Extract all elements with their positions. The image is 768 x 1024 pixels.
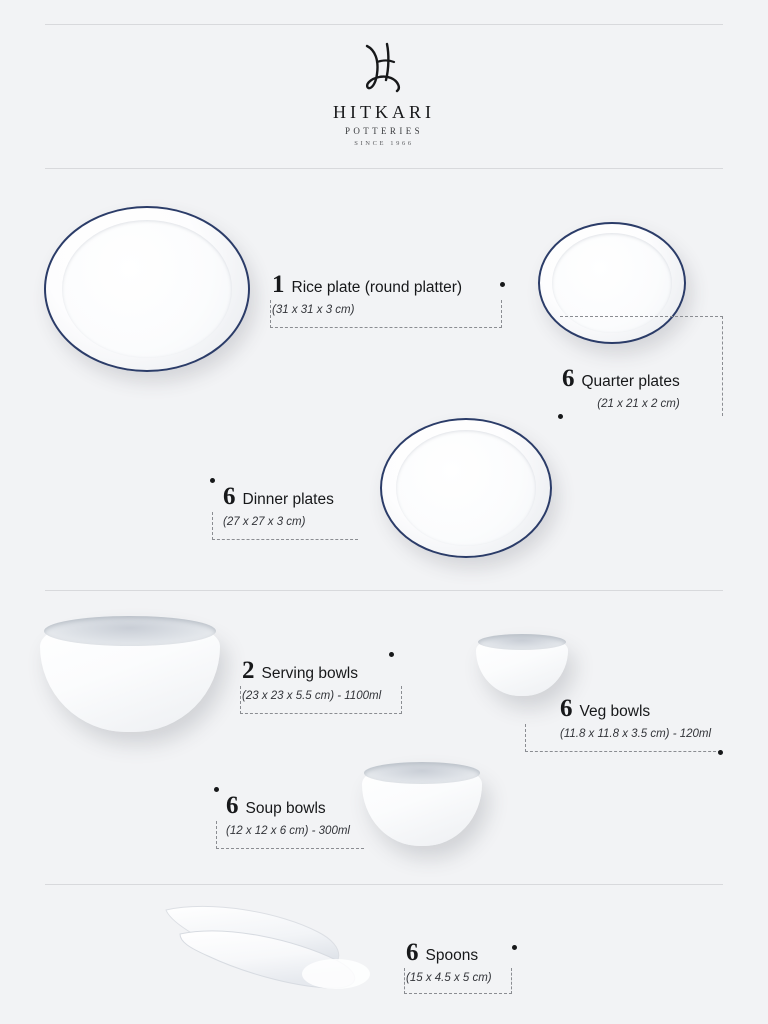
brand-subtitle: POTTERIES bbox=[344, 126, 424, 136]
rice-plate-name: Rice plate (round platter) bbox=[291, 279, 463, 296]
serving-bowls-bracket bbox=[240, 686, 402, 714]
rice-plate-bracket-left bbox=[270, 300, 271, 328]
soup-bowl-image bbox=[362, 762, 482, 846]
serving-bowls-bracket-left bbox=[240, 686, 241, 714]
divider-bowls bbox=[45, 590, 723, 591]
soup-bowls-qty: 6 bbox=[226, 792, 239, 819]
divider-spoons bbox=[45, 884, 723, 885]
dinner-plates-name: Dinner plates bbox=[242, 491, 334, 508]
soup-bowls-name: Soup bowls bbox=[245, 800, 326, 817]
rice-plate-dot bbox=[500, 282, 505, 287]
veg-bowls-name: Veg bowls bbox=[579, 703, 651, 720]
soup-bowls-bracket bbox=[216, 821, 364, 849]
veg-bowl-interior bbox=[478, 634, 566, 650]
rice-plate-bracket bbox=[270, 300, 502, 328]
brand-since: SINCE 1966 bbox=[354, 140, 414, 147]
serving-bowls-name: Serving bowls bbox=[261, 665, 358, 682]
veg-bowls-dims: (11.8 x 11.8 x 3.5 cm) - 120ml bbox=[560, 728, 712, 740]
brand-name: HITKARI bbox=[333, 102, 435, 122]
spoons-bracket bbox=[404, 968, 512, 994]
soup-bowls-dot bbox=[214, 787, 219, 792]
quarter-plates-name: Quarter plates bbox=[581, 373, 680, 390]
rice-plate-well bbox=[62, 220, 232, 358]
spoons-bracket-left bbox=[404, 968, 405, 994]
dinner-plates-qty: 6 bbox=[223, 483, 236, 510]
dinner-plates-dot bbox=[210, 478, 215, 483]
quarter-plates-dims: (21 x 21 x 2 cm) bbox=[597, 398, 680, 410]
serving-bowls-qty: 2 bbox=[242, 657, 255, 684]
dinner-plates-bracket bbox=[212, 512, 358, 540]
quarter-plates-qty: 6 bbox=[562, 365, 575, 392]
divider-header-bottom bbox=[45, 168, 723, 169]
spoons-dims: (15 x 4.5 x 5 cm) bbox=[406, 972, 492, 984]
brand-block bbox=[0, 36, 768, 147]
veg-bowls-dot bbox=[718, 750, 723, 755]
divider-top bbox=[45, 24, 723, 25]
spoons-qty: 6 bbox=[406, 939, 419, 966]
dinner-plates-dims: (27 x 27 x 3 cm) bbox=[223, 516, 306, 528]
serving-bowl-image bbox=[40, 616, 220, 732]
serving-bowl-interior bbox=[44, 616, 217, 646]
serving-bowls-dims: (23 x 23 x 5.5 cm) - 1100ml bbox=[242, 690, 382, 702]
quarter-plates-bracket bbox=[560, 316, 723, 416]
spoons-dot bbox=[512, 945, 517, 950]
soup-bowls-dims: (12 x 12 x 6 cm) - 300ml bbox=[226, 825, 350, 837]
spoons-name: Spoons bbox=[425, 947, 479, 964]
hitkari-monogram-icon bbox=[353, 36, 415, 98]
veg-bowl-image bbox=[476, 634, 568, 696]
veg-bowls-qty: 6 bbox=[560, 695, 573, 722]
dinner-plate-image bbox=[380, 418, 552, 558]
rice-plate-dims: (31 x 31 x 3 cm) bbox=[272, 304, 355, 316]
quarter-plates-dot bbox=[558, 414, 563, 419]
spoon-shape-icon bbox=[150, 894, 390, 990]
serving-bowls-dot bbox=[389, 652, 394, 657]
spoon-image bbox=[150, 894, 390, 990]
rice-plate-image bbox=[44, 206, 250, 372]
rice-plate-qty: 1 bbox=[272, 271, 285, 298]
dinner-plate-well bbox=[396, 430, 536, 546]
soup-bowl-interior bbox=[364, 762, 479, 784]
veg-bowls-bracket bbox=[525, 724, 721, 752]
